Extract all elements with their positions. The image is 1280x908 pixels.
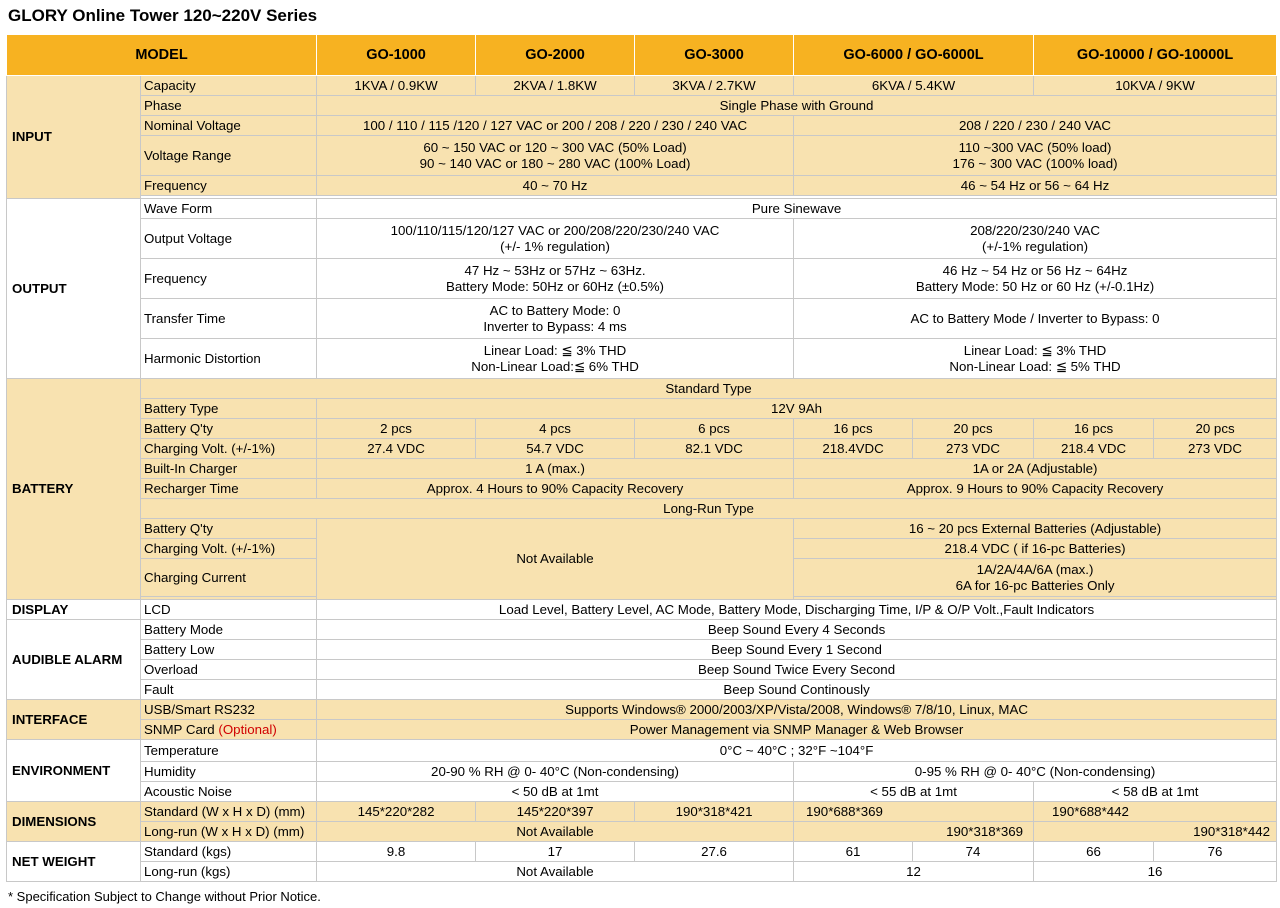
weight-standard-cell: 76 xyxy=(1154,842,1277,862)
alarm-fault-label: Fault xyxy=(141,680,317,700)
weight-standard-cell: 17 xyxy=(476,842,635,862)
battery-type-label: Battery Type xyxy=(141,399,317,419)
nominal-voltage-low: 100 / 110 / 115 /120 / 127 VAC or 200 / 208 / 220 / 230 / 240 VAC xyxy=(317,116,794,136)
output-voltage-label: Output Voltage xyxy=(141,219,317,259)
charging-volt-cell: 273 VDC xyxy=(913,439,1034,459)
battery-qty-cell: 16 pcs xyxy=(1034,419,1154,439)
dim-standard-cell: 190*688*369 xyxy=(794,802,1034,822)
capacity-go1000: 1KVA / 0.9KW xyxy=(317,76,476,96)
category-environment: ENVIRONMENT xyxy=(7,740,141,802)
voltage-range-high: 110 ~300 VAC (50% load) 176 ~ 300 VAC (100% load) xyxy=(794,136,1277,176)
output-voltage-low: 100/110/115/120/127 VAC or 200/208/220/230/240 VAC (+/- 1% regulation) xyxy=(317,219,794,259)
recharge-label: Recharger Time xyxy=(141,479,317,499)
charger-low: 1 A (max.) xyxy=(317,459,794,479)
footnote: * Specification Subject to Change without Prior Notice. xyxy=(8,889,321,904)
capacity-go3000: 3KVA / 2.7KW xyxy=(635,76,794,96)
battery-qty-label: Battery Q'ty xyxy=(141,419,317,439)
noise-low: < 50 dB at 1mt xyxy=(317,782,794,802)
input-frequency-low: 40 ~ 70 Hz xyxy=(317,176,794,196)
humidity-label: Humidity xyxy=(141,762,317,782)
alarm-battery-low-value: Beep Sound Every 1 Second xyxy=(317,640,1277,660)
weight-longrun-go6000: 12 xyxy=(794,862,1034,882)
usb-value: Supports Windows® 2000/2003/XP/Vista/2008, Windows® 7/8/10, Linux, MAC xyxy=(317,700,1277,720)
charger-label: Built-In Charger xyxy=(141,459,317,479)
noise-high: < 58 dB at 1mt xyxy=(1034,782,1277,802)
charging-volt-label: Charging Volt. (+/-1%) xyxy=(141,439,317,459)
recharge-high: Approx. 9 Hours to 90% Capacity Recovery xyxy=(794,479,1277,499)
spec-table xyxy=(6,34,1277,882)
model-go3000: GO-3000 xyxy=(635,35,794,76)
nominal-voltage-high: 208 / 220 / 230 / 240 VAC xyxy=(794,116,1277,136)
lr-volt-label: Charging Volt. (+/-1%) xyxy=(141,539,317,559)
transfer-time-low: AC to Battery Mode: 0 Inverter to Bypass: 4 ms xyxy=(317,299,794,339)
harmonic-high: Linear Load: ≦ 3% THD Non-Linear Load: ≦ 5% THD xyxy=(794,339,1277,379)
output-voltage-high: 208/220/230/240 VAC (+/-1% regulation) xyxy=(794,219,1277,259)
capacity-label: Capacity xyxy=(141,76,317,96)
header-row xyxy=(7,35,1277,76)
recharge-low: Approx. 4 Hours to 90% Capacity Recovery xyxy=(317,479,794,499)
charging-volt-cell: 218.4 VDC xyxy=(1034,439,1154,459)
alarm-battery-mode-label: Battery Mode xyxy=(141,620,317,640)
lr-volt-value: 218.4 VDC ( if 16-pc Batteries) xyxy=(794,539,1277,559)
dim-standard-cell: 145*220*282 xyxy=(317,802,476,822)
dim-longrun-label: Long-run (W x H x D) (mm) xyxy=(141,822,317,842)
weight-standard-cell: 66 xyxy=(1034,842,1154,862)
alarm-overload-value: Beep Sound Twice Every Second xyxy=(317,660,1277,680)
charging-volt-cell: 218.4VDC xyxy=(794,439,913,459)
longrun-not-available: Not Available xyxy=(317,519,794,600)
model-go1000: GO-1000 xyxy=(317,35,476,76)
weight-standard-cell: 74 xyxy=(913,842,1034,862)
dim-standard-cell: 190*688*442 xyxy=(1034,802,1277,822)
battery-qty-cell: 6 pcs xyxy=(635,419,794,439)
transfer-time-label: Transfer Time xyxy=(141,299,317,339)
battery-type-value: 12V 9Ah xyxy=(317,399,1277,419)
humidity-high: 0-95 % RH @ 0- 40°C (Non-condensing) xyxy=(794,762,1277,782)
model-go2000: GO-2000 xyxy=(476,35,635,76)
output-frequency-high: 46 Hz ~ 54 Hz or 56 Hz ~ 64Hz Battery Mode: 50 Hz or 60 Hz (+/-0.1Hz) xyxy=(794,259,1277,299)
noise-mid: < 55 dB at 1mt xyxy=(794,782,1034,802)
charger-high: 1A or 2A (Adjustable) xyxy=(794,459,1277,479)
battery-qty-cell: 16 pcs xyxy=(794,419,913,439)
dim-longrun-go10000: 190*318*442 xyxy=(1034,822,1277,842)
category-battery: BATTERY xyxy=(7,379,141,600)
category-input: INPUT xyxy=(7,76,141,199)
snmp-value: Power Management via SNMP Manager & Web Browser xyxy=(317,720,1277,740)
alarm-fault-value: Beep Sound Continously xyxy=(317,680,1277,700)
category-weight: NET WEIGHT xyxy=(7,842,141,882)
snmp-label: SNMP Card (Optional) xyxy=(141,720,317,740)
dim-longrun-na: Not Available xyxy=(317,822,794,842)
weight-standard-cell: 61 xyxy=(794,842,913,862)
output-frequency-label: Frequency xyxy=(141,259,317,299)
lcd-value: Load Level, Battery Level, AC Mode, Battery Mode, Discharging Time, I/P & O/P Volt.,Fault Indicators xyxy=(317,600,1277,620)
standard-type-heading: Standard Type xyxy=(141,379,1277,399)
weight-longrun-go10000: 16 xyxy=(1034,862,1277,882)
alarm-battery-low-label: Battery Low xyxy=(141,640,317,660)
dim-longrun-go6000: 190*318*369 xyxy=(794,822,1034,842)
capacity-go2000: 2KVA / 1.8KW xyxy=(476,76,635,96)
input-frequency-high: 46 ~ 54 Hz or 56 ~ 64 Hz xyxy=(794,176,1277,196)
category-display: DISPLAY xyxy=(7,600,141,620)
noise-label: Acoustic Noise xyxy=(141,782,317,802)
lcd-label: LCD xyxy=(141,600,317,620)
charging-volt-cell: 27.4 VDC xyxy=(317,439,476,459)
wave-form-label: Wave Form xyxy=(141,199,317,219)
harmonic-low: Linear Load: ≦ 3% THD Non-Linear Load:≦ 6% THD xyxy=(317,339,794,379)
category-alarm: AUDIBLE ALARM xyxy=(7,620,141,700)
model-go10000: GO-10000 / GO-10000L xyxy=(1034,35,1277,76)
category-interface: INTERFACE xyxy=(7,700,141,740)
phase-value: Single Phase with Ground xyxy=(317,96,1277,116)
battery-qty-cell: 4 pcs xyxy=(476,419,635,439)
weight-standard-cell: 27.6 xyxy=(635,842,794,862)
battery-qty-cell: 20 pcs xyxy=(913,419,1034,439)
lr-qty-value: 16 ~ 20 pcs External Batteries (Adjustable) xyxy=(794,519,1277,539)
battery-qty-cell: 2 pcs xyxy=(317,419,476,439)
category-output: OUTPUT xyxy=(7,199,141,379)
model-header: MODEL xyxy=(7,35,317,76)
usb-label: USB/Smart RS232 xyxy=(141,700,317,720)
optional-badge: (Optional) xyxy=(218,721,277,737)
weight-longrun-na: Not Available xyxy=(317,862,794,882)
input-frequency-label: Frequency xyxy=(141,176,317,196)
capacity-go10000: 10KVA / 9KW xyxy=(1034,76,1277,96)
harmonic-label: Harmonic Distortion xyxy=(141,339,317,379)
voltage-range-label: Voltage Range xyxy=(141,136,317,176)
model-go6000: GO-6000 / GO-6000L xyxy=(794,35,1034,76)
lr-current-label: Charging Current xyxy=(141,559,317,597)
voltage-range-low: 60 ~ 150 VAC or 120 ~ 300 VAC (50% Load) 90 ~ 140 VAC or 180 ~ 280 VAC (100% Load) xyxy=(317,136,794,176)
charging-volt-cell: 273 VDC xyxy=(1154,439,1277,459)
page-title: GLORY Online Tower 120~220V Series xyxy=(8,6,318,25)
weight-standard-label: Standard (kgs) xyxy=(141,842,317,862)
dim-standard-cell: 145*220*397 xyxy=(476,802,635,822)
battery-qty-cell: 20 pcs xyxy=(1154,419,1277,439)
temperature-value: 0°C ~ 40°C ; 32°F ~104°F xyxy=(317,740,1277,762)
category-dimensions: DIMENSIONS xyxy=(7,802,141,842)
dim-standard-cell: 190*318*421 xyxy=(635,802,794,822)
longrun-type-heading: Long-Run Type xyxy=(141,499,1277,519)
output-frequency-low: 47 Hz ~ 53Hz or 57Hz ~ 63Hz. Battery Mode: 50Hz or 60Hz (±0.5%) xyxy=(317,259,794,299)
phase-label: Phase xyxy=(141,96,317,116)
nominal-voltage-label: Nominal Voltage xyxy=(141,116,317,136)
alarm-battery-mode-value: Beep Sound Every 4 Seconds xyxy=(317,620,1277,640)
humidity-low: 20-90 % RH @ 0- 40°C (Non-condensing) xyxy=(317,762,794,782)
weight-standard-cell: 9.8 xyxy=(317,842,476,862)
capacity-go6000: 6KVA / 5.4KW xyxy=(794,76,1034,96)
weight-longrun-label: Long-run (kgs) xyxy=(141,862,317,882)
transfer-time-high: AC to Battery Mode / Inverter to Bypass: 0 xyxy=(794,299,1277,339)
charging-volt-cell: 82.1 VDC xyxy=(635,439,794,459)
charging-volt-cell: 54.7 VDC xyxy=(476,439,635,459)
temperature-label: Temperature xyxy=(141,740,317,762)
lr-current-value: 1A/2A/4A/6A (max.) 6A for 16-pc Batteries Only xyxy=(794,559,1277,597)
alarm-overload-label: Overload xyxy=(141,660,317,680)
wave-form-value: Pure Sinewave xyxy=(317,199,1277,219)
dim-standard-label: Standard (W x H x D) (mm) xyxy=(141,802,317,822)
lr-qty-label: Battery Q'ty xyxy=(141,519,317,539)
